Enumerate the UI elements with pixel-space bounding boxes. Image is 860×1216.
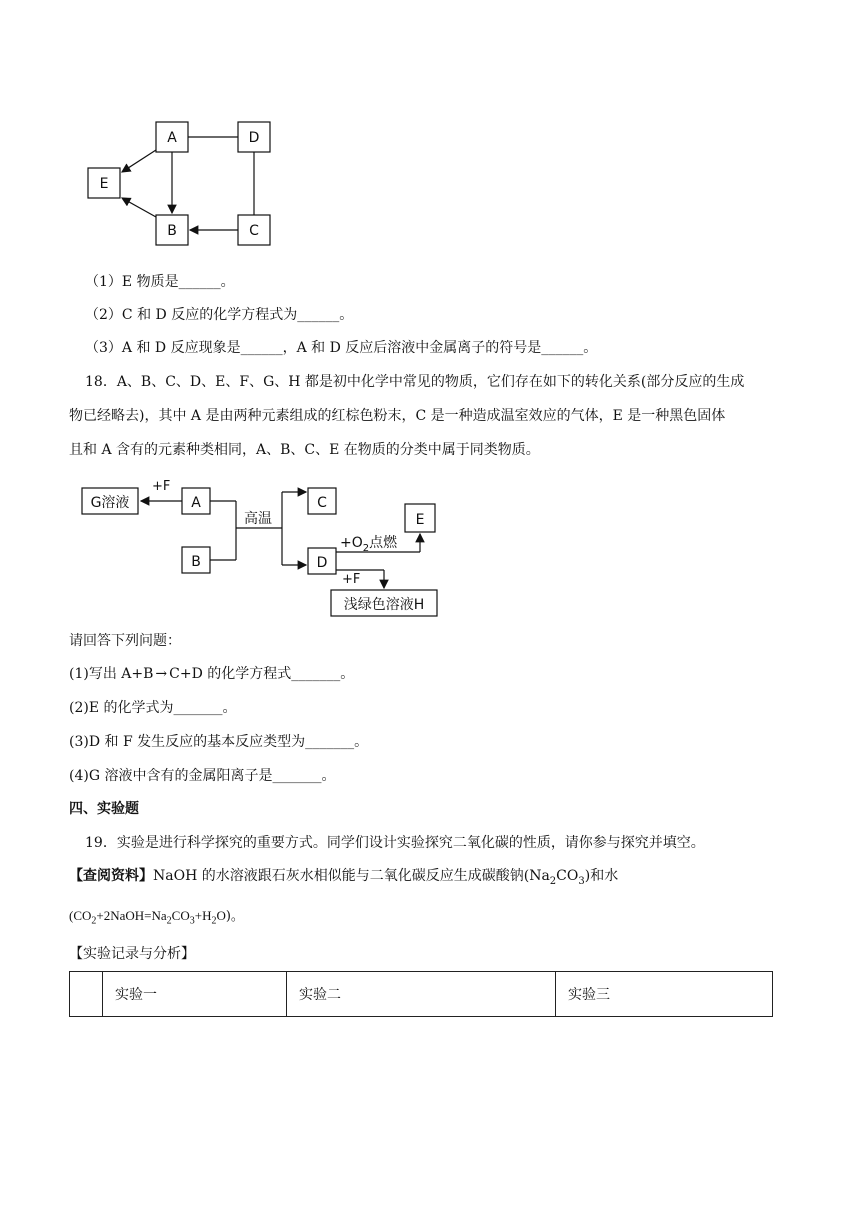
q17-sub3: （3）A 和 D 反应现象是______，A 和 D 反应后溶液中金属离子的符号是______。 <box>85 340 598 356</box>
lookup-label: 【查阅资料】 <box>69 868 153 884</box>
q19-intro: 19．实验是进行科学探究的重要方式。同学们设计实验探究二氧化碳的性质，请你参与探究并填空。 <box>85 835 705 851</box>
q18-prompt: 请回答下列问题： <box>69 633 181 649</box>
node-e-label: E <box>99 176 109 192</box>
q18-sub1 <box>69 664 354 684</box>
lookup-text: NaOH 的水溶液跟石灰水相似能与二氧化碳反应生成碳酸钠(Na <box>153 868 550 884</box>
node-d2-label: D <box>316 555 328 571</box>
high-temp-label: 高温 <box>244 511 272 527</box>
h-solution-label: 浅绿色溶液H <box>343 597 425 613</box>
q19-lookup: 【查阅资料】NaOH 的水溶液跟石灰水相似能与二氧化碳反应生成碳酸钠$(Na_2CO_3)$和水 <box>69 868 619 887</box>
table-header-exp2: 实验二 <box>287 972 556 1017</box>
q19-equation: $(CO_2+2NaOH=Na_2CO_3+H_2O)$。 <box>69 908 244 927</box>
q18-line2: 物已经略去)，其中 A 是由两种元素组成的红棕色粉末，C 是一种造成温室效应的气体，E 是一种黑色固体 <box>69 408 726 424</box>
node-a-label: A <box>167 130 177 146</box>
q17-sub1: （1）E 物质是______。 <box>85 274 235 290</box>
node-d-label: D <box>248 130 260 146</box>
q17-sub2: （2）C 和 D 反应的化学方程式为______。 <box>85 307 354 323</box>
node-c-label: C <box>249 223 259 239</box>
node-a2-label: A <box>191 495 201 511</box>
o2-ignite-label: $+O_2$点燃 <box>340 535 398 554</box>
q18-line3: 且和 A 含有的元素种类相同，A、B、C、E 在物质的分类中属于同类物质。 <box>69 442 540 458</box>
g-solution-label: G溶液 <box>90 495 130 511</box>
arrow-b-e <box>122 198 156 217</box>
node-b2-label: B <box>191 554 201 570</box>
table-header-exp3: 实验三 <box>556 972 773 1017</box>
table-header-blank <box>70 972 103 1017</box>
plus-f-bottom-label: +F <box>342 572 361 587</box>
table-header-exp1: 实验一 <box>103 972 287 1017</box>
q18-sub3: (3)D 和 F 发生反应的基本反应类型为_______。 <box>69 734 369 750</box>
reaction-diagram-2 <box>0 470 460 620</box>
reaction-diagram-1 <box>0 0 300 260</box>
q18-line1: 18．A、B、C、D、E、F、G、H 都是初中化学中常见的物质，它们存在如下的转化关系(部分反应的生成 <box>85 374 745 390</box>
record-label: 【实验记录与分析】 <box>69 946 195 962</box>
node-c2-label: C <box>317 495 327 511</box>
arrow-a-e <box>122 150 156 172</box>
q18-sub2: (2)E 的化学式为_______。 <box>69 700 237 716</box>
q18-sub4: (4)G 溶液中含有的金属阳离子是_______。 <box>69 768 336 784</box>
table-row <box>70 972 773 1017</box>
q18-sub1-suffix: C+D 的化学方程式_______。 <box>169 666 355 682</box>
node-e2-label: E <box>415 512 425 528</box>
section-title: 四、实验题 <box>69 801 139 817</box>
q18-sub1-prefix: (1)写出 A+B <box>69 666 154 682</box>
plus-f-top-label: +F <box>152 479 171 494</box>
node-b-label: B <box>167 223 177 239</box>
arrow-symbol: → <box>155 666 168 682</box>
experiment-table <box>69 971 773 1017</box>
